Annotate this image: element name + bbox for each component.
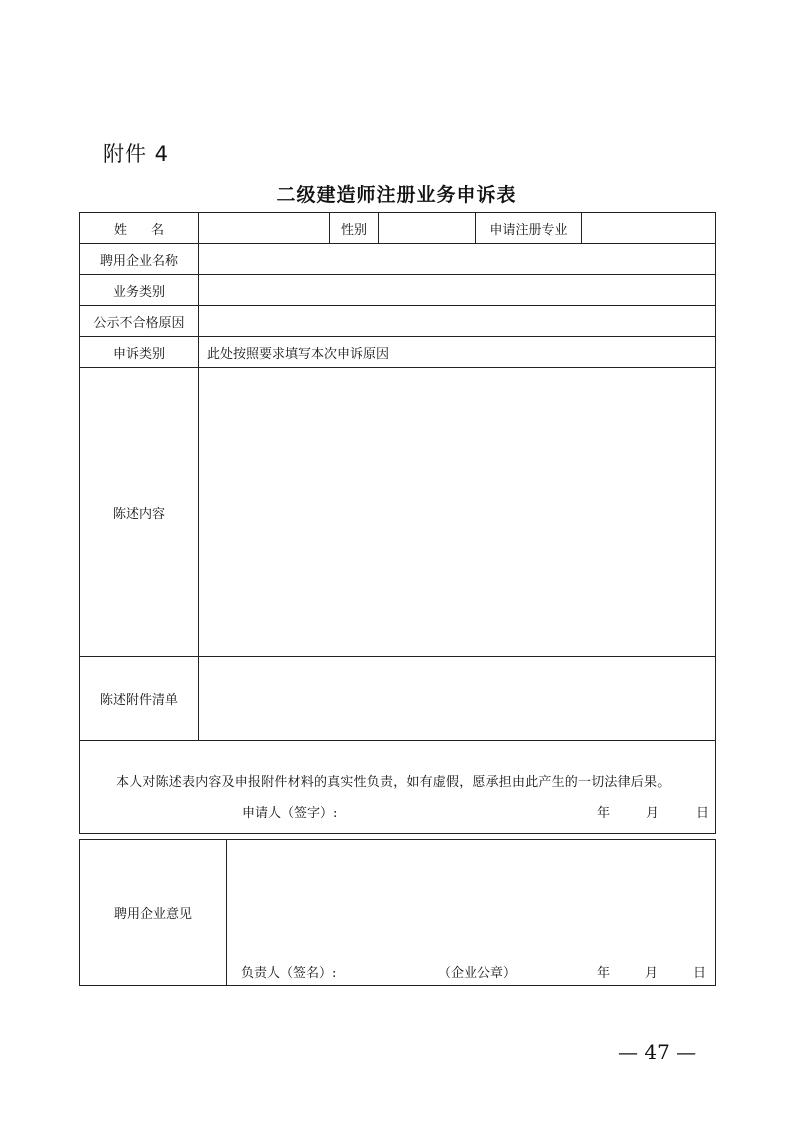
- attachments-label: 陈述附件清单: [80, 657, 199, 741]
- responsible-signature-label: 负责人（签名）:: [241, 966, 337, 981]
- appeal-form-table: [79, 212, 716, 834]
- date-month-label: 月: [646, 806, 660, 821]
- major-label: 申请注册专业: [476, 213, 582, 244]
- gender-field[interactable]: [379, 213, 476, 244]
- gender-label: 性别: [330, 213, 379, 244]
- fail-reason-field[interactable]: [199, 306, 716, 337]
- attachment-label: 附件 4: [103, 142, 170, 166]
- appeal-type-field[interactable]: 此处按照要求填写本次申诉原因: [199, 337, 716, 368]
- fail-reason-label: 公示不合格原因: [80, 306, 199, 337]
- company-seal-label: （企业公章）: [438, 966, 517, 981]
- major-field[interactable]: [582, 213, 716, 244]
- business-type-label: 业务类别: [80, 275, 199, 306]
- opinion-day-label: 日: [693, 966, 707, 981]
- name-field[interactable]: [199, 213, 330, 244]
- applicant-signature-label: 申请人（签字）:: [242, 806, 338, 821]
- opinion-month-label: 月: [645, 966, 659, 981]
- date-day-label: 日: [696, 806, 710, 821]
- employer-name-field[interactable]: [199, 244, 716, 275]
- declaration-text: 本人对陈述表内容及申报附件材料的真实性负责，如有虚假，愿承担由此产生的一切法律后果。: [116, 775, 671, 790]
- employer-opinion-table: [79, 839, 716, 986]
- attachments-field[interactable]: [199, 657, 716, 741]
- employer-opinion-field[interactable]: [227, 840, 716, 986]
- form-title: 二级建造师注册业务申诉表: [276, 184, 517, 206]
- page-number: — 47 —: [618, 1040, 697, 1064]
- statement-field[interactable]: [199, 368, 716, 657]
- name-label: 姓名: [80, 213, 199, 244]
- business-type-field[interactable]: [199, 275, 716, 306]
- employer-opinion-label: 聘用企业意见: [80, 840, 227, 986]
- declaration-cell: [80, 741, 716, 834]
- opinion-year-label: 年: [597, 966, 611, 981]
- appeal-type-label: 申诉类别: [80, 337, 199, 368]
- statement-label: 陈述内容: [80, 368, 199, 657]
- employer-name-label: 聘用企业名称: [80, 244, 199, 275]
- date-year-label: 年: [597, 806, 611, 821]
